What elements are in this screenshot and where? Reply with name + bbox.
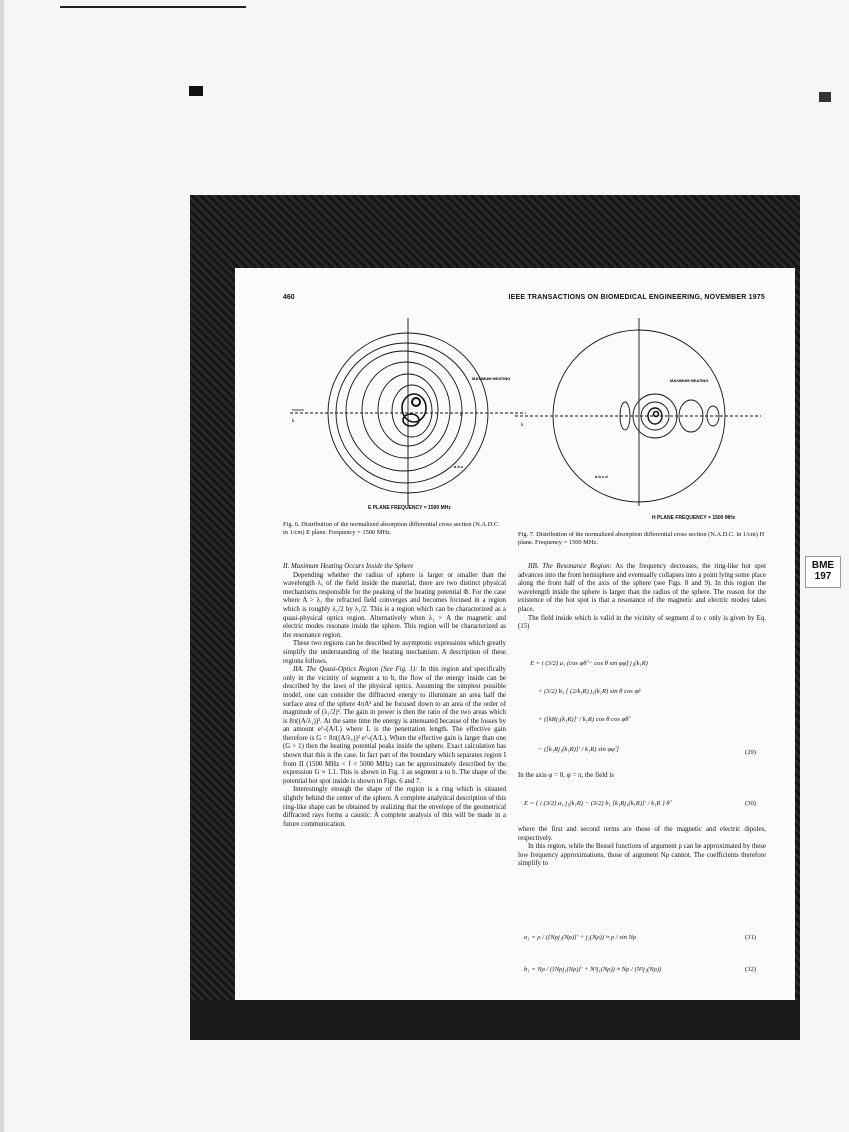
left-column (283, 563, 506, 829)
fig6-contour-2 (346, 351, 462, 471)
running-header (283, 294, 765, 306)
left-paragraph-3-body: In this region and specifically only in the vicinity of segment a to b, the flow of the energy inside can be described by the laws of the physical optics. Assuming the simplest possible model, one can consider the diffracted energy to illuminate an area half the surface area of the sphere 4πA² and be focused down to an area of the order of magnitude of (λ₁/2)². The gain in power is then the ratio of the two areas which is 8π((A/λ₁))². At the same time the energy is attenuated because of the losses by an amount e^-(A/L) where L is the penetration length. The effective gain therefore is G = 8π((A/λ₁))² e^-(A/L). When the effective gain is larger than one (G > 1) then the heating potential peaks inside the sphere. Exact calculation has shown that this is the case. In fact part of the boundary which separates region I from II (1500 MHz < f < 5000 MHz) can be approximately described by the expression G ≈ 1.1. This is shown in Fig. 1 as segment a to b. The shape of the potential hot spot inside is shown in Figs. 6 and 7. (283, 666, 506, 785)
figure-7-contour-plot (515, 318, 765, 508)
right-paragraph-1-body: As the frequency decreases, the ring-like hot spot advances into the front hemisphere and eventually collapses into a point lying some place along the front half of the axis of the sphere (see Figs. 8 and 9). In this region the wavelength inside the sphere is larger than the radius of the sphere. The reason for the existence of the hot spot is that a resonance of the magnetic and electric modes takes place. (518, 563, 767, 613)
fig6-axis-label: k (292, 419, 295, 424)
equation-32-number: (32) (745, 966, 756, 973)
equation-31: a₁ = ρ / ([Nρj₁(Nρ)]′ + j₁(Nρ)) ≈ ρ / sin Nρ (524, 934, 637, 941)
scan-registration-mark (189, 86, 203, 96)
figure-6-contour-plot (290, 318, 530, 508)
equation-29-line-2: + (3/2) b₁ [ (2/k₁R) j₁(k₁R) sin θ cos φr̂ (538, 688, 641, 695)
equation-29-number: (29) (745, 749, 756, 756)
equation-29-line-1: E = i (3/2) a₁ (cos φθ̂ − cos θ sin φφ̂) j₁(k₁R) (530, 660, 648, 667)
scan-bottom-strip (190, 1000, 800, 1040)
fig7-axis-label: k (521, 423, 524, 428)
right-paragraph-5: In this region, while the Bessel functions of argument ρ can be approximated by these low frequency approximations, those of argument Nρ cannot. The coefficients therefore simplify to (518, 843, 766, 868)
equation-29-line-3: + ([kRj₁(k₁R)]′ / k₁R) cos θ cos φθ̂ (538, 716, 629, 723)
subsection-heading-iia: IIA. The Quasi-Optics Region (See Fig. 1): (293, 666, 418, 674)
fig7-hotspot (654, 412, 659, 417)
scan-margin-specks (0, 0, 4, 1132)
journal-title: IEEE TRANSACTIONS ON BIOMEDICAL ENGINEERING, NOVEMBER 1975 (508, 294, 765, 301)
left-paragraph-3 (283, 666, 506, 786)
equation-29-line-4: − ([k₁Rj₁(k₁R)]′ / k₁R) sin φφ̂ ] (538, 746, 619, 753)
fig7-max-heating-label: MAXIMUM HEATING (670, 378, 709, 383)
fig6-contour-3 (362, 362, 450, 458)
subsection-heading-iib: IIB. The Resonance Region: (528, 563, 612, 570)
fig6-max-heating-label: MAXIMUM HEATING (472, 376, 511, 381)
fig7-segment-points: a b c d (595, 474, 608, 479)
equation-31-number: (31) (745, 934, 756, 941)
left-paragraph-1: Depending whether the radius of sphere is larger or smaller than the wavelength λ₁ of the field inside the material, there are two distinct physical mechanisms responsible for the peaking of the heating potential Φ. For the case where A > λ₁ the refracted field converges and becomes focused in a region which is roughly λ₁/2 by λ₁/2. This is a region which can be characterized as a quasi-physical optics region. Alternatively when λ₁ > A the magnetic and electric modes resonate inside the sphere. This region will be characterized as the resonance region. (283, 571, 506, 639)
section-heading-ii: II. Maximum Heating Occurs Inside the Sphere (283, 563, 414, 570)
equation-32: b₁ = Nρ / ([Nρj₁(Nρ)]′ + N²j₁(Nρ)) ≈ Nρ / (N²j₁(Nρ)) (524, 966, 662, 973)
right-paragraph-3: In the axis φ = 0, φ = π, the field is (518, 772, 614, 779)
fig6-segment-points: a b c (454, 464, 464, 469)
left-paragraph-4: Interestingly enough the shape of the region is a ring which is situated slightly behind the center of the sphere. A complete analytical description of this ring-like shape can be obtained by realizing that the envelope of the geometrical diffracted rays forms a caustic. A complete analysis of this will be made in a future communication. (283, 786, 506, 828)
side-index-tab (805, 556, 841, 588)
fig6-hotspot (412, 398, 420, 406)
fig7-plane-label: H PLANE FREQUENCY = 1500 MHz (652, 515, 736, 521)
right-paragraph-1 (518, 563, 766, 615)
fig6-contour-7 (403, 414, 419, 426)
right-paragraph-4: where the first and second terms are those of the magnetic and electric dipoles, respectively. (518, 826, 766, 842)
fig6-caption: Fig. 6. Distribution of the normalized absorption differential cross section (N.A.D.C. in 1/cm) E plane. Frequency = 1500 MHz. (283, 521, 500, 536)
fig6-plane-label: E PLANE FREQUENCY = 1500 MHz (368, 505, 451, 511)
right-column-text-bottom (518, 826, 766, 869)
tab-line-1: BME (811, 560, 835, 571)
fig6-point-label: b (460, 413, 463, 418)
right-paragraph-2: The field inside which is valid in the vicinity of segment d to c only is given by Eq. (15) (518, 614, 766, 631)
scan-corner-mark (819, 92, 831, 102)
equation-30-number: (30) (745, 800, 756, 807)
left-paragraph-2: These two regions can be described by asymptotic expressions which greatly simplify the understanding of the heating mechanism. A description of these regions follows. (283, 640, 506, 665)
fig7-caption: Fig. 7. Distribution of the normalized absorption differential cross section (N.A.D.C. in 1/cm) H plane. Frequency = 1500 MHz. (518, 531, 765, 546)
right-column-text-top (518, 563, 766, 632)
scan-top-rule (60, 6, 246, 8)
page-number: 460 (283, 294, 295, 301)
tab-line-2: 197 (814, 571, 832, 582)
equation-30: E = { i (3/2) a₁ j₁(k₁R) − (3/2) b₁ [k₁Rj₁(k₁R)]′ / k₁R } θ̂ (524, 800, 670, 807)
